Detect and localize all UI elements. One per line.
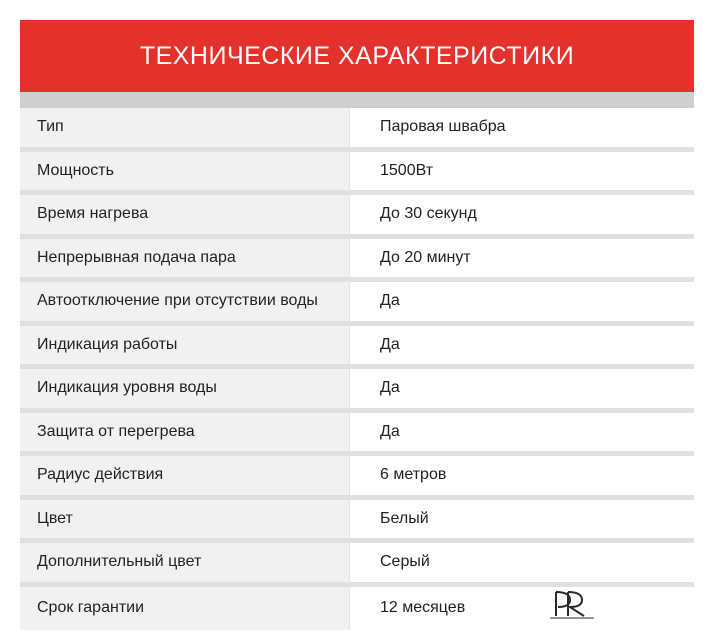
specs-header — [20, 20, 694, 92]
spec-value: До 20 минут — [362, 239, 694, 278]
spec-name: Индикация уровня воды — [20, 369, 350, 408]
spec-value: Да — [362, 369, 694, 408]
table-row — [20, 108, 694, 152]
spec-name: Время нагрева — [20, 195, 350, 234]
spec-value: 12 месяцев — [362, 587, 694, 631]
page-title: ТЕХНИЧЕСКИЕ ХАРАКТЕРИСТИКИ — [139, 41, 575, 70]
spec-name: Мощность — [20, 152, 350, 191]
spec-name: Непрерывная подача пара — [20, 239, 350, 278]
spec-name: Индикация работы — [20, 326, 350, 365]
spec-value: Серый — [362, 543, 694, 582]
spec-value: 1500Вт — [362, 152, 694, 191]
table-row — [20, 326, 694, 370]
table-row — [20, 543, 694, 587]
spec-name: Автоотключение при отсутствии воды — [20, 282, 350, 321]
table-row — [20, 152, 694, 196]
table-row — [20, 239, 694, 283]
spec-value: Паровая швабра — [362, 108, 694, 147]
table-row — [20, 195, 694, 239]
spec-value: До 30 секунд — [362, 195, 694, 234]
spec-name: Защита от перегрева — [20, 413, 350, 452]
spec-value: Да — [362, 326, 694, 365]
spec-name: Цвет — [20, 500, 350, 539]
spec-value: 6 метров — [362, 456, 694, 495]
specs-table — [20, 108, 694, 630]
spec-name: Радиус действия — [20, 456, 350, 495]
spec-value: Да — [362, 413, 694, 452]
table-row — [20, 500, 694, 544]
header-divider — [20, 92, 694, 108]
table-row — [20, 456, 694, 500]
spec-name: Срок гарантии — [20, 587, 350, 631]
spec-value: Да — [362, 282, 694, 321]
spec-name: Дополнительный цвет — [20, 543, 350, 582]
table-row — [20, 369, 694, 413]
spec-value: Белый — [362, 500, 694, 539]
brand-logo-icon — [548, 588, 596, 620]
table-row — [20, 413, 694, 457]
table-row — [20, 282, 694, 326]
spec-name: Тип — [20, 108, 350, 147]
